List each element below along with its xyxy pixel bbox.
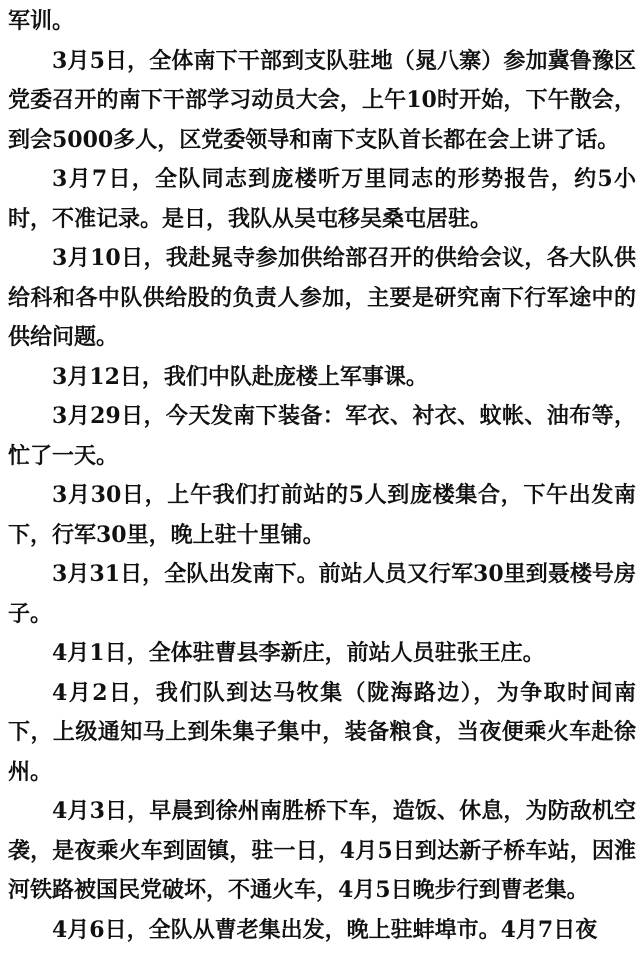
paragraph-march-5: 3月5日，全体南下干部到支队驻地（晁八寨）参加冀鲁豫区党委召开的南下干部学习动员大会，上午10时开始，下午散会，到会5000多人，区党委领导和南下支队首长都在会上讲了话。 — [8, 47, 636, 153]
paragraph-march-29: 3月29日，今天发南下装备：军衣、衬衣、蚊帐、油布等，忙了一天。 — [8, 403, 636, 469]
paragraph-march-31: 3月31日，全队出发南下。前站人员又行军30里到聂楼号房子。 — [8, 561, 636, 627]
paragraph-april-3: 4月3日，早晨到徐州南胜桥下车，造饭、休息，为防敌机空袭，是夜乘火车到固镇，驻一日，4月5日到达新子桥车站，因淮河铁路被国民党破坏，不通火车，4月5日晚步行到曹老集。 — [8, 798, 636, 903]
paragraph-march-12: 3月12日，我们中队赴庞楼上军事课。 — [52, 363, 428, 390]
paragraph-march-10: 3月10日，我赴晁寺参加供给部召开的供给会议，各大队供给科和各中队供给股的负责人参加，主要是研究南下行军途中的供给问题。 — [8, 245, 636, 350]
paragraph-april-2: 4月2日，我们队到达马牧集（陇海路边），为争取时间南下，上级通知马上到朱集子集中，装备粮食，当夜便乘火车赴徐州。 — [8, 679, 636, 785]
paragraph-march-7: 3月7日，全队同志到庞楼听万里同志的形势报告，约5小时，不准记录。是日，我队从吴屯移吴桑屯居驻。 — [8, 166, 636, 232]
paragraph-april-6: 4月6日，全队从曹老集出发，晚上驻蚌埠市。4月7日夜 — [52, 916, 598, 943]
paragraph-march-30: 3月30日，上午我们打前站的5人到庞楼集合，下午出发南下，行军30里，晚上驻十里铺。 — [8, 482, 636, 548]
paragraph-april-1: 4月1日，全体驻曹县李新庄，前站人员驻张王庄。 — [52, 640, 545, 666]
paragraph-continuation: 军训。 — [8, 8, 75, 34]
